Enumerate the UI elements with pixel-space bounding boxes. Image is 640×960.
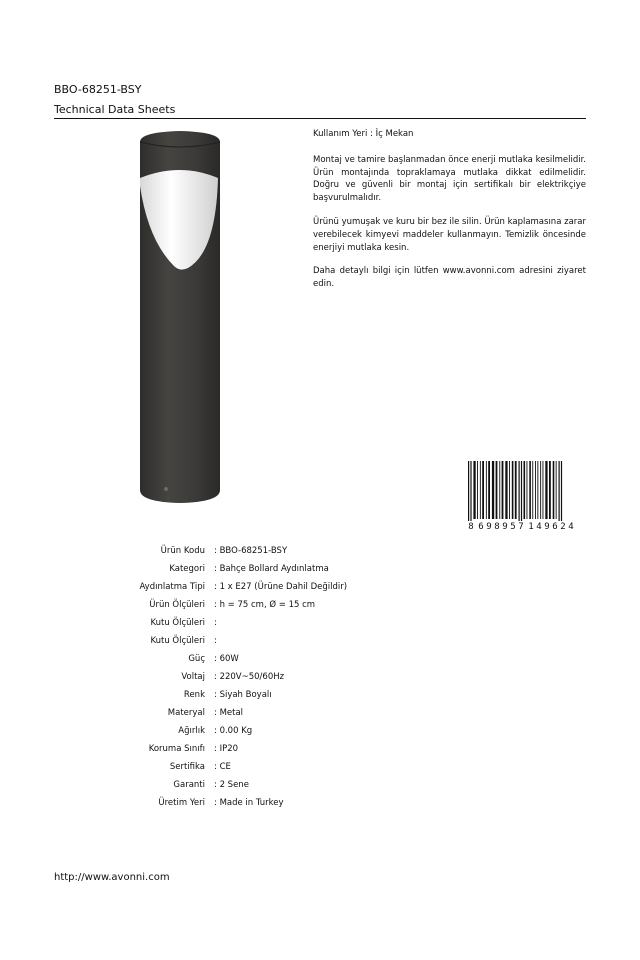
spec-row (0, 598, 640, 612)
spec-row (0, 778, 640, 792)
spec-value: : (214, 618, 217, 628)
spec-label: Güç (188, 654, 205, 664)
spec-label: Renk (183, 690, 205, 700)
product-info (313, 128, 586, 302)
spec-row (0, 652, 640, 666)
barcode-digit: 9 (544, 522, 550, 531)
spec-row (0, 562, 640, 576)
spec-value: : Bahçe Bollard Aydınlatma (214, 564, 329, 574)
barcode-digit: 4 (536, 522, 542, 531)
barcode-digit: 8 (468, 522, 474, 531)
barcode-digit: 7 (518, 522, 524, 531)
spec-label: Ürün Ölçüleri (149, 600, 205, 610)
barcode-digit: 6 (478, 522, 484, 531)
barcode-digit: 6 (552, 522, 558, 531)
spec-value: : 0.00 Kg (214, 726, 253, 736)
spec-value: : CE (214, 762, 231, 772)
spec-value: : 60W (214, 654, 239, 664)
spec-row (0, 544, 640, 558)
spec-row (0, 724, 640, 738)
barcode (465, 461, 585, 531)
spec-row (0, 688, 640, 702)
spec-label: Ağırlık (178, 726, 205, 736)
spec-value: : 220V~50/60Hz (214, 672, 285, 682)
spec-label: Kategori (169, 564, 205, 574)
spec-label: Sertifika (169, 762, 205, 772)
spec-row (0, 580, 640, 594)
spec-label: Garanti (173, 780, 205, 790)
spec-label: Aydınlatma Tipi (139, 582, 205, 592)
more-info-note: Daha detaylı bilgi için lütfen www.avonni.com adresini ziyaret edin. (313, 266, 586, 290)
barcode-digit: 5 (510, 522, 516, 531)
spec-row (0, 760, 640, 774)
spec-label: Kutu Ölçüleri (150, 636, 205, 646)
spec-value: : IP20 (214, 744, 239, 754)
cleaning-instructions: Ürünü yumuşak ve kuru bir bez ile silin. Ürün kaplamasına zarar verebilecek kimyevi maddeler kullanmayın. Temizlik öncesinde enerjiyi mutlaka kesin. (313, 216, 586, 253)
spec-value: : Metal (214, 708, 244, 718)
barcode-digit: 9 (486, 522, 492, 531)
barcode-digit: 9 (502, 522, 508, 531)
bollard-lamp-image (130, 128, 230, 506)
footer-url[interactable]: http://www.avonni.com (54, 872, 170, 883)
spec-label: Üretim Yeri (158, 798, 205, 808)
spec-row (0, 796, 640, 810)
usage-location: Kullanım Yeri : İç Mekan (313, 129, 414, 139)
header-divider (54, 118, 586, 119)
spec-row (0, 634, 640, 648)
header-subtitle: Technical Data Sheets (54, 103, 176, 116)
spec-row (0, 616, 640, 630)
installation-warning: Montaj ve tamire başlanmadan önce enerji mutlaka kesilmelidir. Ürün montajında topraklamaya mutlaka dikkat edilmelidir. Doğru ve güvenli bir montaj için sertifikalı bir elektrikçiye başvurulmalıdır. (313, 154, 586, 204)
spec-label: Koruma Sınıfı (148, 744, 205, 754)
spec-value: : BBO-68251-BSY (214, 546, 288, 556)
spec-value: : 2 Sene (214, 780, 249, 790)
barcode-digit: 2 (560, 522, 566, 531)
barcode-digit: 8 (494, 522, 500, 531)
spec-value: : h = 75 cm, Ø = 15 cm (214, 600, 316, 610)
barcode-digit: 4 (568, 522, 574, 531)
spec-row (0, 742, 640, 756)
spec-label: Voltaj (181, 672, 205, 682)
spec-row (0, 670, 640, 684)
barcode-digit: 1 (528, 522, 534, 531)
spec-row (0, 706, 640, 720)
spec-value: : Siyah Boyalı (214, 690, 272, 700)
spec-label: Ürün Kodu (160, 546, 205, 556)
spec-value: : Made in Turkey (214, 798, 284, 808)
spec-value: : (214, 636, 217, 646)
spec-value: : 1 x E27 (Ürüne Dahil Değildir) (214, 582, 348, 592)
spec-label: Kutu Ölçüleri (150, 618, 205, 628)
spec-label: Materyal (167, 708, 205, 718)
header-product-code: BBO-68251-BSY (54, 83, 142, 96)
